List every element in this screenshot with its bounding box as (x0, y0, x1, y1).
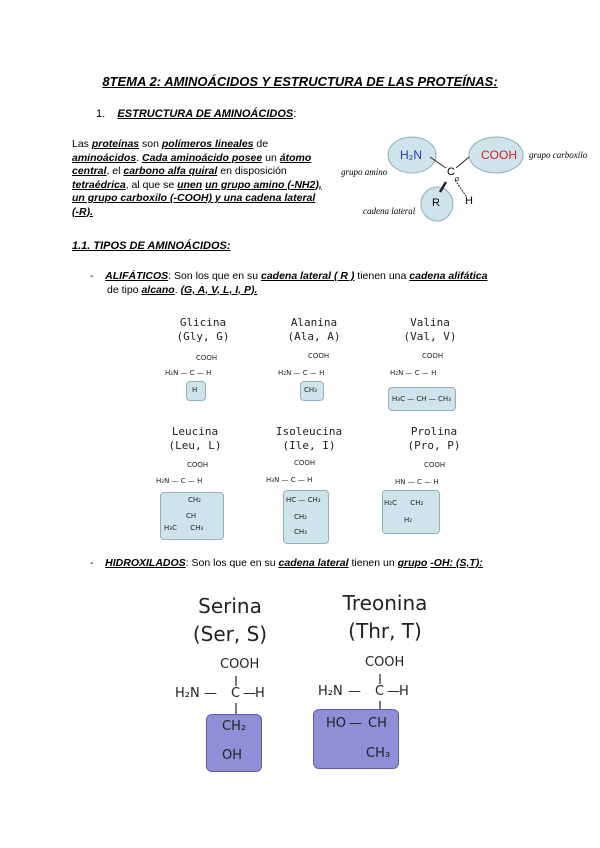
section-heading-1-1: 1.1. TIPOS DE AMINOÁCIDOS: (72, 240, 231, 252)
term: alcano (141, 283, 175, 296)
side-chain: CH₂ (294, 513, 307, 521)
aa-abbr: (Gly, G) (176, 330, 230, 343)
hydrogen: H (255, 686, 265, 701)
cooh: COOH (187, 461, 209, 469)
section-colon: : (293, 108, 297, 120)
alpha-label: α (455, 176, 460, 183)
aa-abbr: (Ile, I) (282, 439, 336, 452)
cooh: COOH (365, 655, 405, 670)
side-chain: H (192, 386, 198, 394)
text: un (262, 151, 280, 164)
bullet-dash: - (90, 557, 94, 569)
label-lateral: cadena lateral (363, 206, 416, 216)
side-chain: CH₂ (188, 496, 201, 504)
cooh: COOH (424, 461, 446, 469)
term: átomo central (72, 151, 312, 177)
text: de (253, 138, 269, 150)
section-title: ESTRUCTURA DE AMINOÁCIDOS (117, 108, 294, 120)
hydrogen: H (465, 195, 473, 207)
term: HIDROXILADOS (105, 557, 186, 569)
bond: — (243, 686, 256, 701)
backbone: H₂N — C — H (278, 369, 325, 377)
text: en disposición (217, 165, 287, 177)
aa-abbr: (Val, V) (403, 330, 457, 343)
aa-name: Serina (198, 594, 262, 618)
hydrogen: H (399, 684, 409, 699)
term: aminoácidos (72, 151, 137, 164)
term: (G, A, V, L, I, P). (180, 283, 258, 296)
label-amino: grupo amino (341, 167, 388, 177)
page-title: 8TEMA 2: AMINOÁCIDOS Y ESTRUCTURA DE LAS PROTEÍNAS: (102, 74, 498, 89)
term: cadena lateral (278, 557, 349, 569)
cooh: COOH (308, 352, 330, 360)
carboxyl-group: COOH (481, 148, 517, 162)
term: cadena lateral ( R ) (261, 270, 355, 282)
term: carbono alfa quiral (123, 165, 218, 177)
aa-name: Glicina (179, 316, 227, 329)
text: son (139, 138, 162, 150)
amine: H₂N (175, 686, 200, 701)
text: de tipo (107, 283, 142, 296)
side-chain: CH₃ (304, 386, 317, 394)
section-number: 1. (96, 108, 106, 120)
backbone: H₂N — C — H (156, 477, 203, 485)
term: Cada aminoácido posee (142, 151, 263, 164)
aa-abbr: (Thr, T) (348, 619, 422, 643)
aa-abbr: (Leu, L) (168, 439, 222, 452)
backbone: HN — C — H (395, 478, 439, 486)
aa-name: Prolina (410, 425, 458, 438)
alpha-carbon: C (375, 684, 385, 699)
r-group: R (432, 197, 440, 209)
text: Las (72, 138, 92, 150)
term: proteínas (91, 138, 140, 150)
aa-name: Leucina (171, 425, 219, 438)
bullet-dash: - (90, 270, 94, 282)
bond: — (349, 716, 362, 731)
text: , el (106, 165, 124, 177)
bond: — (348, 684, 361, 699)
aa-name: Alanina (290, 316, 338, 329)
aa-name: Valina (410, 316, 450, 329)
side-chain: CH₂ (222, 719, 247, 734)
text: : Son los que en su (185, 557, 279, 569)
backbone: H₃N — C — H (266, 476, 313, 484)
amine: H₂N (318, 684, 343, 699)
hydroxyl: HO (326, 716, 347, 731)
term: unen (177, 178, 203, 191)
text: . (174, 283, 181, 296)
bond: — (387, 684, 400, 699)
term: -OH: (S,T): (430, 557, 483, 569)
side-chain: H₂C CH₂ (384, 499, 424, 507)
term: ALIFÁTICOS (105, 270, 169, 282)
text: . (136, 151, 143, 164)
alpha-carbon: C (231, 686, 241, 701)
alpha-carbon: C (447, 166, 455, 178)
aa-abbr: (Ala, A) (287, 330, 341, 343)
term: polímeros lineales (161, 138, 254, 150)
term: tetraédrica (72, 178, 126, 191)
text: : Son los que en su (168, 270, 261, 282)
aa-abbr: (Pro, P) (407, 439, 461, 452)
side-chain: H₃C — CH — CH₃ (392, 395, 451, 403)
cooh: COOH (294, 459, 316, 467)
cooh: COOH (196, 354, 218, 362)
aa-abbr: (Ser, S) (192, 622, 268, 646)
label-carboxilo: grupo carboxilo (529, 150, 588, 160)
side-chain: CH₃ (366, 746, 391, 761)
bond: — (204, 686, 217, 701)
cooh: COOH (422, 352, 444, 360)
term: grupo (397, 557, 428, 569)
side-chain: H₂ (404, 516, 413, 524)
side-chain: CH₃ (294, 528, 307, 536)
side-chain: CH (186, 512, 197, 520)
term: un grupo amino (-NH2), un grupo carboxilo (-COOH) y una cadena lateral (-R). (72, 178, 322, 218)
aa-name: Isoleucina (275, 425, 343, 438)
side-chain: CH (368, 716, 387, 731)
side-chain: HC — CH₃ (286, 496, 321, 504)
text: , al que se (125, 178, 178, 191)
backbone: H₂N — C — H (165, 369, 212, 377)
cooh: COOH (220, 657, 260, 672)
backbone: H₂N — C — H (390, 369, 437, 377)
aa-name: Treonina (342, 591, 428, 615)
side-chain: OH (222, 748, 243, 763)
text: tienen un (348, 557, 398, 569)
amine-group: H₂N (400, 148, 422, 162)
side-chain: H₃C CH₃ (164, 524, 204, 532)
text: tienen una (354, 270, 410, 282)
term: cadena alifática (409, 270, 488, 282)
